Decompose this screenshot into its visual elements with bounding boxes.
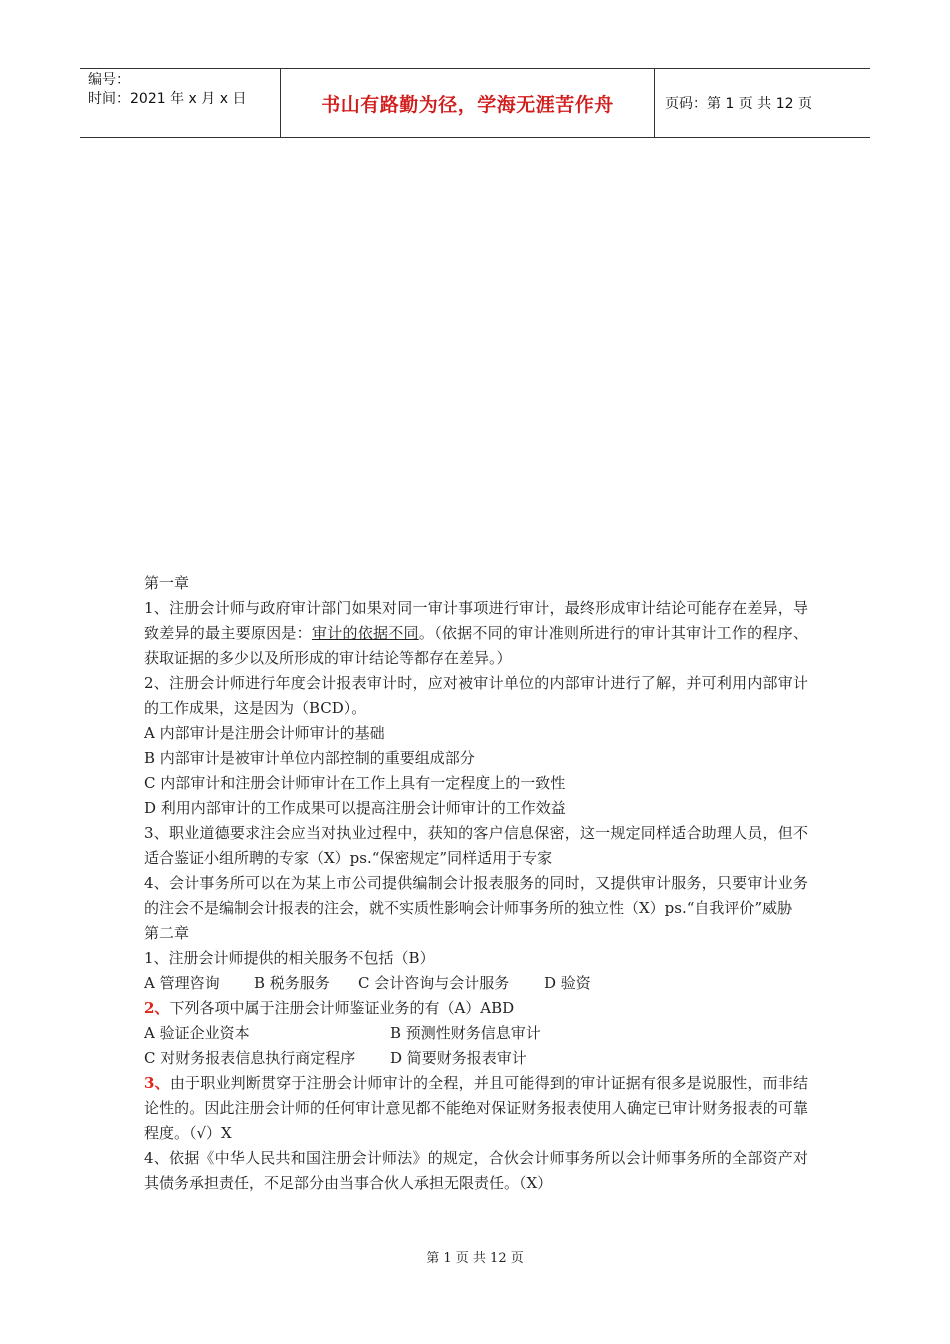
ch1-q2-option-d: D 利用内部审计的工作成果可以提高注册会计师审计的工作效益 [144, 799, 566, 817]
ch1-q2-option-a: A 内部审计是注册会计师审计的基础 [144, 724, 385, 742]
motto: 书山有路勤为径，学海无涯苦作舟 [321, 93, 614, 116]
chapter-2-title: 第二章 [144, 924, 190, 942]
ch2-q1-option-d: D 验资 [544, 974, 591, 992]
ch2-q2-text: 下列各项中属于注册会计师鉴证业务的有（A）ABD [169, 999, 515, 1017]
ch2-q1-option-a: A 管理咨询 [144, 974, 220, 992]
ch1-question-4: 4、会计事务所可以在为某上市公司提供编制会计报表服务的同时，又提供审计服务，只要审计业务的注会不是编制会计报表的注会，就不实质性影响会计师事务所的独立性（X）ps.“自我评价”威胁 [144, 874, 808, 917]
ch1-question-3: 3、职业道德要求注会应当对执业过程中，获知的客户信息保密，这一规定同样适合助理人员，但不适合鉴证小组所聘的专家（X）ps.“保密规定”同样适用于专家 [144, 824, 808, 867]
header-table [80, 68, 870, 138]
ch1-q1-text: 1、注册会计师与政府审计部门如果对同一审计事项进行审计，最终形成审计结论可能存在差异，导致差异的最主要原因是： [144, 599, 808, 642]
ch1-q2-option-c: C 内部审计和注册会计师审计在工作上具有一定程度上的一致性 [144, 774, 566, 792]
ch2-q1-options [144, 971, 808, 996]
header-page-cell [655, 69, 870, 137]
chapter-1-title: 第一章 [144, 574, 190, 592]
ch1-q1-answer: 审计的依据不同 [311, 624, 419, 642]
ch2-q2-option-c: C 对财务报表信息执行商定程序 [144, 1049, 356, 1067]
ch2-q2-options-row-2 [144, 1046, 808, 1071]
ch2-question-2 [144, 996, 808, 1021]
ch2-question-3 [144, 1071, 808, 1146]
ch2-q1-option-c: C 会计咨询与会计服务 [358, 974, 510, 992]
ch2-q3-text: 由于职业判断贯穿于注册会计师审计的全程，并且可能得到的审计证据有很多是说服性，而非结论性的。因此注册会计师的任何审计意见都不能绝对保证财务报表使用人确定已审计财务报表的可靠程度。（√）X [144, 1074, 808, 1142]
ch2-q3-number: 3、 [144, 1074, 170, 1092]
ch2-q1-option-b: B 税务服务 [254, 974, 330, 992]
ch2-q2-option-b: B 预测性财务信息审计 [390, 1024, 541, 1042]
time-label: 时间：2021 年 x 月 x 日 [88, 91, 247, 107]
ch1-q1-explanation: 。（依据不同的审计准则所进行的审计其审计工作的程序、获取证据的多少以及所形成的审计结论等都存在差异。） [144, 624, 808, 667]
ch2-question-1: 1、注册会计师提供的相关服务不包括（B） [144, 949, 435, 967]
ch2-q2-options-row-1 [144, 1021, 808, 1046]
header-motto-cell [281, 69, 655, 137]
page-footer: 第 1 页 共 12 页 [426, 1251, 524, 1266]
header-left-cell [80, 69, 281, 137]
ch2-question-4: 4、依据《中华人民共和国注册会计师法》的规定，合伙会计师事务所以会计师事务所的全部资产对其债务承担责任，不足部分由当事合伙人承担无限责任。（X） [144, 1149, 808, 1192]
ch2-q2-option-a: A 验证企业资本 [144, 1024, 250, 1042]
ch2-q2-option-d: D 简要财务报表审计 [390, 1049, 527, 1067]
ch2-q2-number: 2、 [144, 999, 170, 1017]
ch1-question-1 [144, 596, 808, 671]
ch1-q2-option-b: B 内部审计是被审计单位内部控制的重要组成部分 [144, 749, 475, 767]
page-label: 页码：第 1 页 共 12 页 [665, 96, 812, 112]
number-label: 编号： [88, 72, 130, 88]
ch1-question-2: 2、注册会计师进行年度会计报表审计时，应对被审计单位的内部审计进行了解，并可利用内部审计的工作成果，这是因为（BCD）。 [144, 674, 808, 717]
document-body [144, 571, 808, 1196]
